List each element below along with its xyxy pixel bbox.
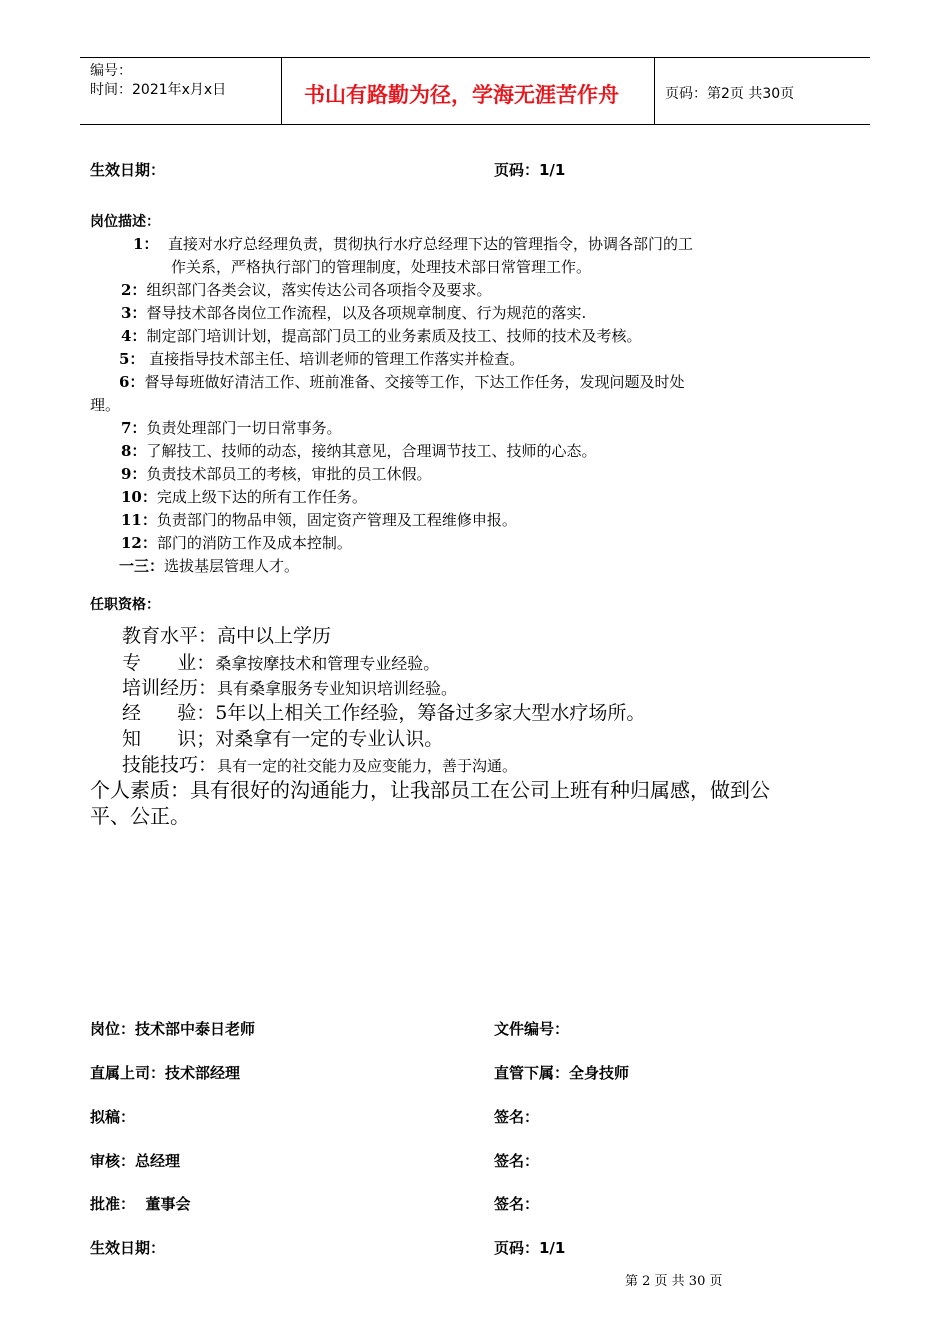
- skills-label: 技能技巧：: [122, 754, 218, 776]
- duty-item-1-cont: 作关系，严格执行部门的管理制度，处理技术部日常管理工作。: [171, 258, 592, 276]
- duty-item-8: [121, 440, 596, 461]
- major-label: 专 业：: [122, 652, 216, 674]
- duty-item-5: [119, 348, 524, 369]
- skills-row: [122, 750, 517, 777]
- duty-number: 6：: [119, 373, 145, 391]
- duty-number: 7：: [121, 419, 147, 437]
- quality-value: 具有很好的沟通能力，让我部员工在公司上班有种归属感，做到公: [190, 778, 770, 802]
- duty-item-4: [121, 325, 641, 346]
- duty-item-1: [133, 233, 693, 254]
- quality-row: [90, 774, 770, 803]
- reviewer-label: 审核：总经理: [90, 1152, 181, 1170]
- duty-text: 督导技术部各岗位工作流程，以及各项规章制度、行为规范的落实.: [146, 304, 587, 322]
- signature-label-1: 签名：: [494, 1108, 540, 1126]
- page-code-label-bottom: 页码：1/1: [494, 1239, 566, 1257]
- duty-number: 9：: [121, 465, 147, 483]
- duty-text: 负责处理部门一切日常事务。: [146, 419, 342, 437]
- duty-number: 12：: [121, 534, 157, 552]
- duty-item-12: [121, 532, 352, 553]
- education-row: [122, 621, 331, 648]
- drafter-label: 拟稿：: [90, 1108, 136, 1126]
- major-row: [122, 648, 439, 675]
- subordinate-label: 直管下属：全身技师: [494, 1064, 630, 1082]
- header-bottom-border: [80, 124, 870, 125]
- qualifications-heading: 任职资格：: [90, 597, 160, 613]
- duty-number: 1：: [133, 235, 159, 253]
- header-divider-left: [281, 57, 282, 124]
- duty-text: 选拔基层管理人才。: [164, 557, 300, 575]
- knowledge-value: 对桑拿有一定的专业认识。: [215, 728, 444, 750]
- duty-item-3: [121, 302, 586, 323]
- header-page-info: 页码：第2页 共30页: [665, 86, 795, 102]
- duty-item-9: [121, 463, 431, 484]
- duty-item-2: [121, 279, 491, 300]
- effective-date-label-bottom: 生效日期：: [90, 1239, 166, 1257]
- duty-text: 负责技术部员工的考核，审批的员工休假。: [146, 465, 432, 483]
- duty-text: 完成上级下达的所有工作任务。: [156, 488, 367, 506]
- quality-label: 个人素质：: [90, 778, 190, 802]
- approver-label: 批准： 董事会: [90, 1195, 191, 1213]
- duty-number: 4：: [121, 327, 147, 345]
- education-value: 高中以上学历: [217, 625, 332, 647]
- knowledge-label: 知 识；: [122, 728, 216, 750]
- superior-label: 直属上司：技术部经理: [90, 1064, 241, 1082]
- quality-cont: 平、公正。: [90, 804, 190, 828]
- header-motto: 书山有路勤为径，学海无涯苦作舟: [304, 82, 619, 107]
- education-label: 教育水平：: [122, 625, 218, 647]
- file-number-label: 文件编号：: [494, 1020, 570, 1038]
- duty-text: 制定部门培训计划，提高部门员工的业务素质及技工、技师的技术及考核。: [146, 327, 642, 345]
- duties-heading: 岗位描述：: [90, 214, 160, 230]
- experience-value: 5年以上相关工作经验，筹备过多家大型水疗场所。: [215, 702, 646, 724]
- header-top-border: [80, 57, 870, 58]
- training-row: [122, 673, 457, 700]
- duty-number: 10：: [121, 488, 157, 506]
- header-number-label: 编号：: [90, 63, 132, 79]
- duty-text: 了解技工、技师的动态，接纳其意见，合理调节技工、技师的心态。: [146, 442, 597, 460]
- duty-number: 一三：: [119, 557, 165, 575]
- duty-text: 负责部门的物品申领，固定资产管理及工程维修申报。: [156, 511, 517, 529]
- header-divider-right: [654, 57, 655, 124]
- duty-item-10: [121, 486, 367, 507]
- duty-item-6: [119, 371, 684, 392]
- duty-text: 直接指导技术部主任、培训老师的管理工作落实并检查。: [149, 350, 525, 368]
- experience-label: 经 验：: [122, 702, 216, 724]
- duty-item-11: [121, 509, 517, 530]
- header-time-label: 时间：2021年x月x日: [90, 82, 227, 98]
- position-label: 岗位：技术部中泰日老师: [90, 1020, 256, 1038]
- duty-number: 8：: [121, 442, 147, 460]
- knowledge-row: [122, 724, 443, 751]
- duty-number: 2：: [121, 281, 147, 299]
- experience-row: [122, 698, 645, 725]
- training-value: 具有桑拿服务专业知识培训经验。: [217, 679, 458, 698]
- duty-item-7: [121, 417, 341, 438]
- duty-item-6-cont: 理。: [90, 396, 121, 414]
- footer-page-number: 第 2 页 共 30 页: [625, 1274, 723, 1289]
- signature-label-3: 签名：: [494, 1195, 540, 1213]
- duty-item-13: [119, 555, 299, 576]
- effective-date-label: 生效日期：: [90, 161, 166, 179]
- duty-number: 5：: [119, 350, 145, 368]
- training-label: 培训经历：: [122, 677, 218, 699]
- duty-text: 直接对水疗总经理负责，贯彻执行水疗总经理下达的管理指令，协调各部门的工: [167, 235, 693, 253]
- skills-value: 具有一定的社交能力及应变能力，善于沟通。: [217, 757, 518, 775]
- duty-text: 部门的消防工作及成本控制。: [156, 534, 352, 552]
- page-code-label: 页码：1/1: [494, 161, 566, 179]
- duty-text: 督导每班做好清洁工作、班前准备、交接等工作，下达工作任务，发现问题及时处: [144, 373, 685, 391]
- major-value: 桑拿按摩技术和管理专业经验。: [215, 654, 440, 673]
- duty-number: 3：: [121, 304, 147, 322]
- signature-label-2: 签名：: [494, 1152, 540, 1170]
- duty-number: 11：: [121, 511, 157, 529]
- duty-text: 组织部门各类会议，落实传达公司各项指令及要求。: [146, 281, 492, 299]
